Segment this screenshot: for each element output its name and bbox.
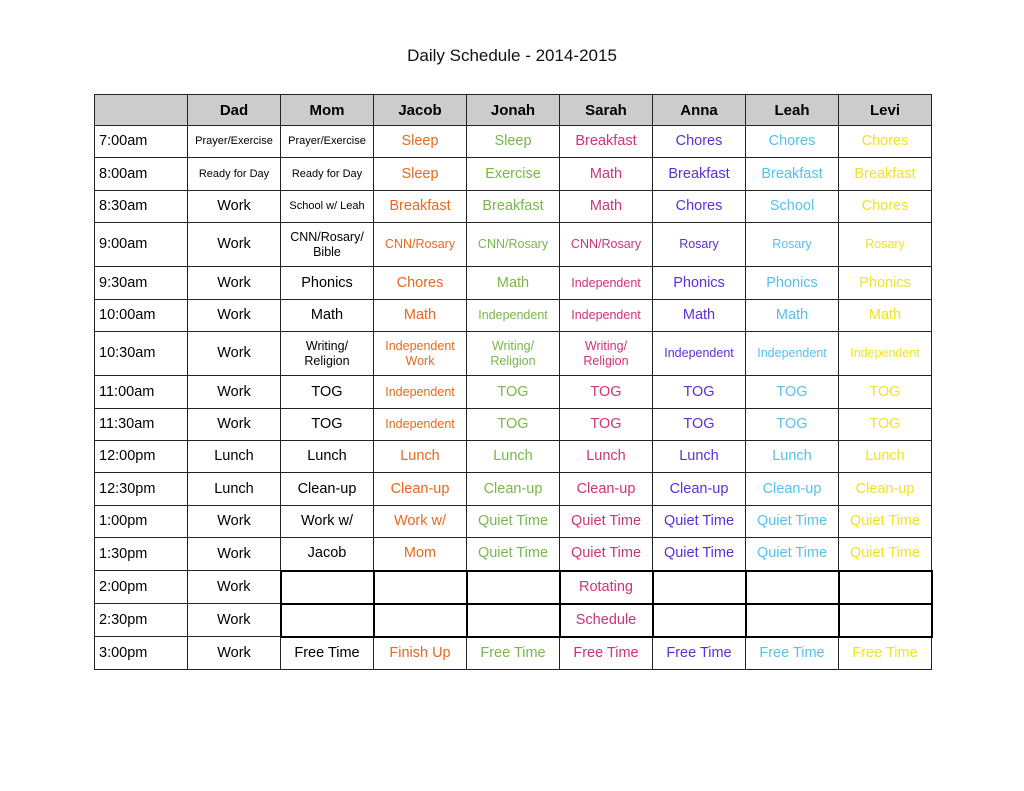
schedule-cell-levi: Chores bbox=[839, 126, 932, 158]
schedule-cell-levi bbox=[839, 571, 932, 604]
schedule-cell-levi: TOG bbox=[839, 376, 932, 409]
schedule-cell-levi: TOG bbox=[839, 409, 932, 441]
schedule-cell-dad: Work bbox=[188, 376, 281, 409]
schedule-cell-levi: Phonics bbox=[839, 267, 932, 300]
schedule-cell-jacob: Math bbox=[374, 300, 467, 332]
schedule-cell-mom: Jacob bbox=[281, 538, 374, 571]
schedule-cell-leah: Lunch bbox=[746, 441, 839, 473]
schedule-cell-jacob: Work w/ bbox=[374, 506, 467, 538]
time-cell: 10:00am bbox=[95, 300, 188, 332]
schedule-cell-sarah: Breakfast bbox=[560, 126, 653, 158]
schedule-cell-anna: TOG bbox=[653, 376, 746, 409]
schedule-cell-dad: Prayer/Exercise bbox=[188, 126, 281, 158]
schedule-cell-dad: Work bbox=[188, 300, 281, 332]
schedule-cell-anna: Independent bbox=[653, 332, 746, 376]
schedule-cell-jacob: Lunch bbox=[374, 441, 467, 473]
time-cell: 9:30am bbox=[95, 267, 188, 300]
schedule-cell-jonah bbox=[467, 604, 560, 637]
schedule-cell-jonah bbox=[467, 571, 560, 604]
schedule-cell-dad: Work bbox=[188, 538, 281, 571]
schedule-cell-jonah: Exercise bbox=[467, 158, 560, 191]
schedule-cell-levi: Independent bbox=[839, 332, 932, 376]
schedule-cell-levi: Free Time bbox=[839, 637, 932, 670]
time-cell: 3:00pm bbox=[95, 637, 188, 670]
schedule-cell-mom: Prayer/Exercise bbox=[281, 126, 374, 158]
schedule-cell-sarah: Clean-up bbox=[560, 473, 653, 506]
time-cell: 12:00pm bbox=[95, 441, 188, 473]
schedule-cell-jacob: Breakfast bbox=[374, 191, 467, 223]
schedule-cell-anna: Phonics bbox=[653, 267, 746, 300]
schedule-cell-levi: Quiet Time bbox=[839, 538, 932, 571]
schedule-cell-leah: Chores bbox=[746, 126, 839, 158]
schedule-cell-sarah: Schedule bbox=[560, 604, 653, 637]
schedule-cell-anna: Chores bbox=[653, 126, 746, 158]
table-row bbox=[95, 267, 932, 300]
schedule-cell-jonah: Quiet Time bbox=[467, 538, 560, 571]
column-header-jacob: Jacob bbox=[374, 95, 467, 126]
schedule-cell-mom: Clean-up bbox=[281, 473, 374, 506]
schedule-cell-dad: Lunch bbox=[188, 441, 281, 473]
schedule-cell-levi: Quiet Time bbox=[839, 506, 932, 538]
schedule-cell-anna: Rosary bbox=[653, 223, 746, 267]
schedule-cell-sarah: Writing/ Religion bbox=[560, 332, 653, 376]
schedule-cell-sarah: Math bbox=[560, 191, 653, 223]
column-header-leah: Leah bbox=[746, 95, 839, 126]
schedule-cell-anna: Math bbox=[653, 300, 746, 332]
schedule-cell-dad: Work bbox=[188, 409, 281, 441]
table-row bbox=[95, 300, 932, 332]
schedule-cell-jacob: Mom bbox=[374, 538, 467, 571]
header-row bbox=[95, 95, 932, 126]
schedule-cell-jacob: Independent bbox=[374, 376, 467, 409]
table-row bbox=[95, 473, 932, 506]
schedule-cell-mom: Phonics bbox=[281, 267, 374, 300]
table-row bbox=[95, 223, 932, 267]
schedule-cell-leah bbox=[746, 604, 839, 637]
schedule-cell-mom: TOG bbox=[281, 376, 374, 409]
table-row bbox=[95, 126, 932, 158]
schedule-cell-anna: Quiet Time bbox=[653, 538, 746, 571]
schedule-cell-jonah: CNN/Rosary bbox=[467, 223, 560, 267]
schedule-cell-jonah: Lunch bbox=[467, 441, 560, 473]
schedule-cell-leah: Free Time bbox=[746, 637, 839, 670]
schedule-cell-anna: Breakfast bbox=[653, 158, 746, 191]
schedule-cell-mom bbox=[281, 571, 374, 604]
schedule-cell-sarah: Quiet Time bbox=[560, 538, 653, 571]
schedule-cell-sarah: Rotating bbox=[560, 571, 653, 604]
schedule-cell-jacob bbox=[374, 571, 467, 604]
schedule-cell-mom: Ready for Day bbox=[281, 158, 374, 191]
schedule-cell-anna: Free Time bbox=[653, 637, 746, 670]
column-header-jonah: Jonah bbox=[467, 95, 560, 126]
table-row bbox=[95, 637, 932, 670]
time-cell: 1:00pm bbox=[95, 506, 188, 538]
schedule-cell-dad: Work bbox=[188, 223, 281, 267]
schedule-cell-levi bbox=[839, 604, 932, 637]
schedule-cell-jacob bbox=[374, 604, 467, 637]
column-header-dad: Dad bbox=[188, 95, 281, 126]
schedule-cell-dad: Work bbox=[188, 637, 281, 670]
schedule-cell-dad: Ready for Day bbox=[188, 158, 281, 191]
table-row bbox=[95, 191, 932, 223]
schedule-cell-sarah: TOG bbox=[560, 376, 653, 409]
schedule-cell-levi: Breakfast bbox=[839, 158, 932, 191]
table-row bbox=[95, 538, 932, 571]
schedule-cell-dad: Work bbox=[188, 506, 281, 538]
schedule-cell-jacob: Finish Up bbox=[374, 637, 467, 670]
page-title: Daily Schedule - 2014-2015 bbox=[407, 46, 617, 65]
time-cell: 2:30pm bbox=[95, 604, 188, 637]
time-cell: 8:30am bbox=[95, 191, 188, 223]
schedule-cell-mom: Free Time bbox=[281, 637, 374, 670]
schedule-cell-mom: Math bbox=[281, 300, 374, 332]
schedule-cell-jonah: Quiet Time bbox=[467, 506, 560, 538]
schedule-cell-anna: Chores bbox=[653, 191, 746, 223]
schedule-cell-leah: Independent bbox=[746, 332, 839, 376]
schedule-cell-dad: Lunch bbox=[188, 473, 281, 506]
schedule-cell-levi: Clean-up bbox=[839, 473, 932, 506]
schedule-cell-sarah: Quiet Time bbox=[560, 506, 653, 538]
schedule-cell-mom: Writing/ Religion bbox=[281, 332, 374, 376]
schedule-cell-anna: TOG bbox=[653, 409, 746, 441]
schedule-cell-mom bbox=[281, 604, 374, 637]
schedule-cell-jacob: CNN/Rosary bbox=[374, 223, 467, 267]
table-row bbox=[95, 332, 932, 376]
column-header-sarah: Sarah bbox=[560, 95, 653, 126]
schedule-table bbox=[94, 94, 933, 670]
schedule-cell-leah: Rosary bbox=[746, 223, 839, 267]
time-cell: 12:30pm bbox=[95, 473, 188, 506]
schedule-cell-leah: TOG bbox=[746, 409, 839, 441]
schedule-cell-dad: Work bbox=[188, 604, 281, 637]
schedule-cell-jacob: Chores bbox=[374, 267, 467, 300]
schedule-cell-jacob: Sleep bbox=[374, 126, 467, 158]
schedule-cell-sarah: Independent bbox=[560, 300, 653, 332]
schedule-cell-jonah: TOG bbox=[467, 409, 560, 441]
table-row bbox=[95, 604, 932, 637]
schedule-cell-leah: Breakfast bbox=[746, 158, 839, 191]
table-row bbox=[95, 571, 932, 604]
schedule-cell-mom: Lunch bbox=[281, 441, 374, 473]
schedule-cell-jonah: Independent bbox=[467, 300, 560, 332]
schedule-cell-mom: CNN/Rosary/ Bible bbox=[281, 223, 374, 267]
schedule-cell-mom: TOG bbox=[281, 409, 374, 441]
schedule-cell-levi: Rosary bbox=[839, 223, 932, 267]
table-row bbox=[95, 441, 932, 473]
schedule-cell-sarah: CNN/Rosary bbox=[560, 223, 653, 267]
time-cell: 7:00am bbox=[95, 126, 188, 158]
schedule-cell-jonah: Math bbox=[467, 267, 560, 300]
time-cell: 9:00am bbox=[95, 223, 188, 267]
schedule-cell-jacob: Independent Work bbox=[374, 332, 467, 376]
schedule-cell-sarah: TOG bbox=[560, 409, 653, 441]
schedule-cell-leah: School bbox=[746, 191, 839, 223]
column-header-levi: Levi bbox=[839, 95, 932, 126]
schedule-cell-mom: Work w/ bbox=[281, 506, 374, 538]
table-row bbox=[95, 376, 932, 409]
schedule-cell-jonah: Sleep bbox=[467, 126, 560, 158]
schedule-cell-jonah: Clean-up bbox=[467, 473, 560, 506]
schedule-cell-sarah: Independent bbox=[560, 267, 653, 300]
schedule-cell-jonah: TOG bbox=[467, 376, 560, 409]
schedule-cell-jacob: Sleep bbox=[374, 158, 467, 191]
schedule-cell-anna: Clean-up bbox=[653, 473, 746, 506]
schedule-cell-anna bbox=[653, 604, 746, 637]
schedule-cell-leah: Math bbox=[746, 300, 839, 332]
schedule-cell-levi: Lunch bbox=[839, 441, 932, 473]
table-row bbox=[95, 506, 932, 538]
schedule-cell-dad: Work bbox=[188, 332, 281, 376]
schedule-cell-anna: Quiet Time bbox=[653, 506, 746, 538]
schedule-cell-dad: Work bbox=[188, 191, 281, 223]
schedule-cell-sarah: Free Time bbox=[560, 637, 653, 670]
time-cell: 1:30pm bbox=[95, 538, 188, 571]
schedule-cell-levi: Math bbox=[839, 300, 932, 332]
schedule-cell-leah: Phonics bbox=[746, 267, 839, 300]
schedule-cell-jonah: Free Time bbox=[467, 637, 560, 670]
table-row bbox=[95, 409, 932, 441]
schedule-cell-sarah: Lunch bbox=[560, 441, 653, 473]
schedule-cell-jonah: Writing/ Religion bbox=[467, 332, 560, 376]
schedule-cell-jacob: Clean-up bbox=[374, 473, 467, 506]
column-header-mom: Mom bbox=[281, 95, 374, 126]
time-cell: 2:00pm bbox=[95, 571, 188, 604]
header-corner bbox=[95, 95, 188, 126]
schedule-cell-dad: Work bbox=[188, 571, 281, 604]
schedule-cell-sarah: Math bbox=[560, 158, 653, 191]
schedule-cell-anna: Lunch bbox=[653, 441, 746, 473]
schedule-cell-leah: Quiet Time bbox=[746, 506, 839, 538]
schedule-cell-leah bbox=[746, 571, 839, 604]
time-cell: 10:30am bbox=[95, 332, 188, 376]
schedule-cell-jacob: Independent bbox=[374, 409, 467, 441]
schedule-cell-levi: Chores bbox=[839, 191, 932, 223]
schedule-cell-leah: Clean-up bbox=[746, 473, 839, 506]
schedule-cell-leah: TOG bbox=[746, 376, 839, 409]
table-row bbox=[95, 158, 932, 191]
schedule-cell-leah: Quiet Time bbox=[746, 538, 839, 571]
schedule-cell-dad: Work bbox=[188, 267, 281, 300]
time-cell: 11:00am bbox=[95, 376, 188, 409]
schedule-cell-jonah: Breakfast bbox=[467, 191, 560, 223]
schedule-cell-anna bbox=[653, 571, 746, 604]
time-cell: 8:00am bbox=[95, 158, 188, 191]
column-header-anna: Anna bbox=[653, 95, 746, 126]
time-cell: 11:30am bbox=[95, 409, 188, 441]
schedule-cell-mom: School w/ Leah bbox=[281, 191, 374, 223]
